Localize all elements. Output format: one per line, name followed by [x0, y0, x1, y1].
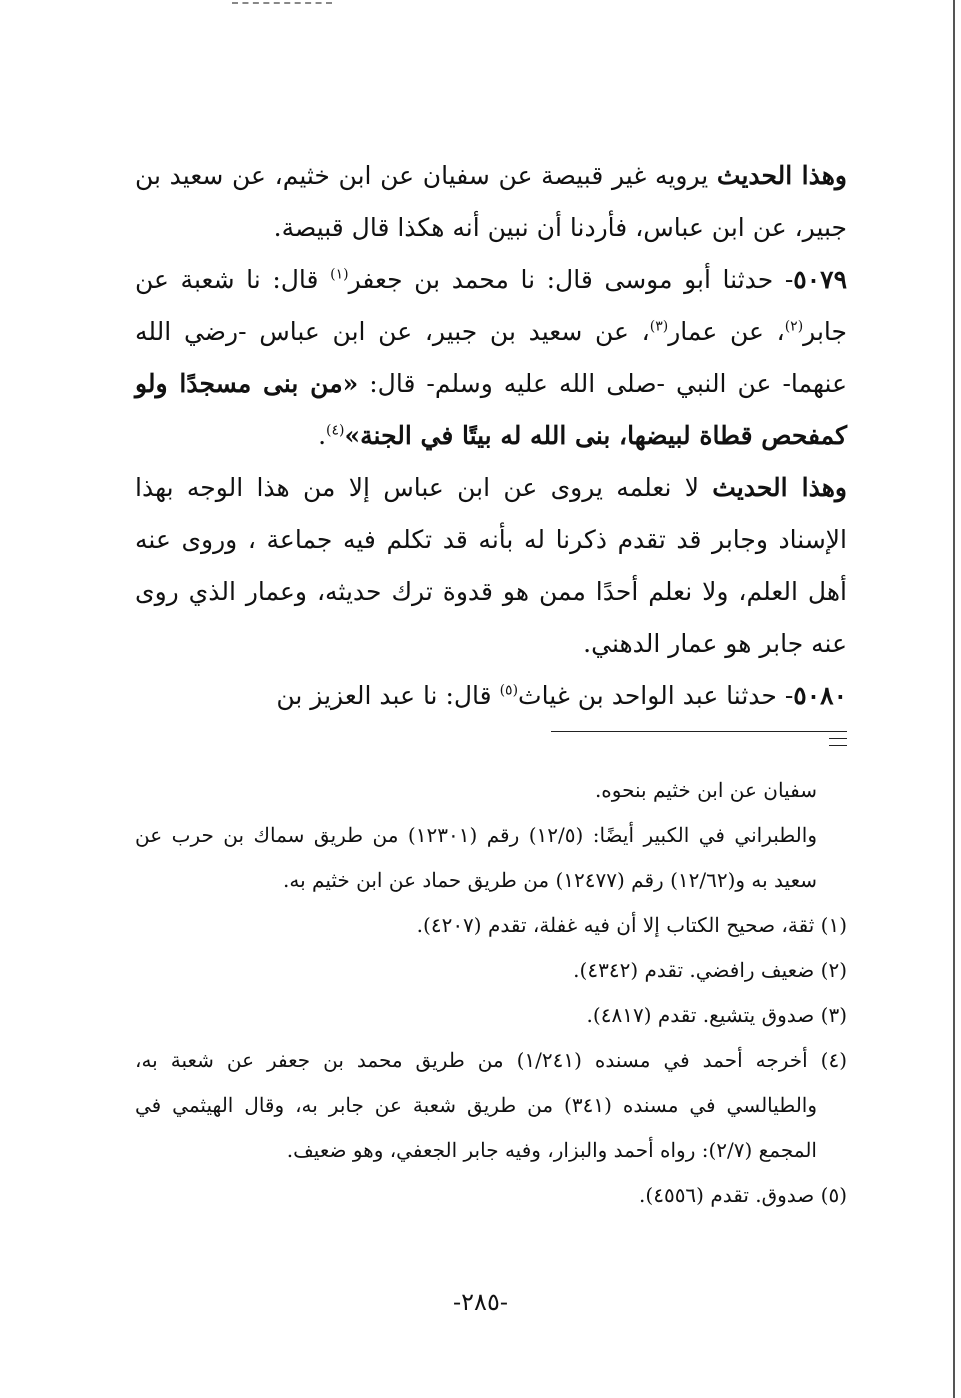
footnote-continuation: سفيان عن ابن خثيم بنحوه.: [594, 778, 817, 802]
footnote-continuation: والطبراني في الكبير أيضًا: (١٢/٥) رقم (١٢٣٠١) من طريق سماك بن حرب عن سعيد به و(١٢/٦٢) رقم (١٢٤٧٧) من طريق حماد عن ابن خثيم به.: [135, 823, 817, 892]
footnote-3: (٣) صدوق يتشيع. تقدم (٤٨١٧).: [586, 1003, 847, 1027]
hadith-number: ٥٠٨٠: [793, 681, 847, 710]
hadith-text: ، عن عمار: [668, 317, 785, 346]
paragraph-2: [135, 462, 847, 670]
hadith-5080: [135, 670, 847, 722]
paragraph-text: لا نعلمه يروى عن ابن عباس إلا من هذا الوجه بهذا الإسناد وجابر قد تقدم ذكرنا له بأنه قد تكلم فيه جماعة ، وروى عنه أهل العلم، ولا نعلم أحدًا ممن هو قدوة ترك حديثه، وعمار الذي روى عنه جابر هو عمار الدهني.: [135, 473, 847, 658]
lead-phrase: وهذا الحديث: [712, 473, 847, 502]
footnote-1: (١) ثقة، صحيح الكتاب إلا أن فيه غفلة، تقدم (٤٢٠٧).: [416, 913, 847, 937]
main-text: [135, 150, 847, 722]
hadith-text: - حدثنا عبد الواحد بن غياث: [518, 681, 794, 710]
top-dashed-mark: [232, 2, 332, 4]
paragraph-text: يرويه غير قبيصة عن سفيان عن ابن خثيم، عن سعيد بن جبير، عن ابن عباس، فأردنا أن نبين أنه هكذا قال قبيصة.: [135, 161, 847, 242]
hadith-quote: «من بنى مسجدًا ولو كمفحص قطاة لبيضها، بنى الله له بيتًا في الجنة»: [135, 369, 847, 450]
footnote-ref-2: (٢): [784, 318, 804, 335]
hadith-text: قال: نا شعبة عن جابر: [135, 265, 847, 346]
page-edge-line: [953, 0, 955, 1398]
footnote-ref-3: (٣): [649, 318, 669, 335]
paragraph-1: [135, 150, 847, 254]
footnote-4: (٤) أخرجه أحمد في مسنده (١/٢٤١) من طريق محمد بن جعفر عن شعبة به، والطيالسي في مسنده (٣٤١) من طريق شعبة عن جابر به، وقال الهيثمي في المجمع (٢/٧): رواه أحمد والبزار، وفيه جابر الجعفي، وهو ضعيف.: [135, 1048, 847, 1162]
lead-phrase: وهذا الحديث: [716, 161, 847, 190]
hadith-number: ٥٠٧٩: [793, 265, 848, 294]
footnote-continuation-mark: [829, 738, 847, 746]
footnote-ref-5: (٥): [499, 682, 519, 699]
hadith-text: قال: نا عبد العزيز بن: [276, 681, 500, 710]
footnote-separator: [551, 731, 847, 732]
hadith-text: - حدثنا أبو موسى قال: نا محمد بن جعفر: [348, 265, 794, 294]
hadith-text: ، عن سعيد بن جبير، عن ابن عباس -رضي الله عنهما- عن النبي -صلى الله عليه وسلم- قال:: [135, 317, 847, 398]
footnote-ref-1: (١): [330, 266, 349, 283]
footnotes: [135, 768, 847, 1218]
footnote-2: (٢) ضعيف رافضي. تقدم (٤٣٤٢).: [573, 958, 847, 982]
hadith-text: .: [318, 421, 327, 450]
footnote-5: (٥) صدوق. تقدم (٤٥٥٦).: [639, 1183, 847, 1207]
footnote-ref-4: (٤): [326, 422, 345, 439]
hadith-5079: [135, 254, 847, 462]
page-number: -٢٨٥-: [453, 1288, 508, 1316]
